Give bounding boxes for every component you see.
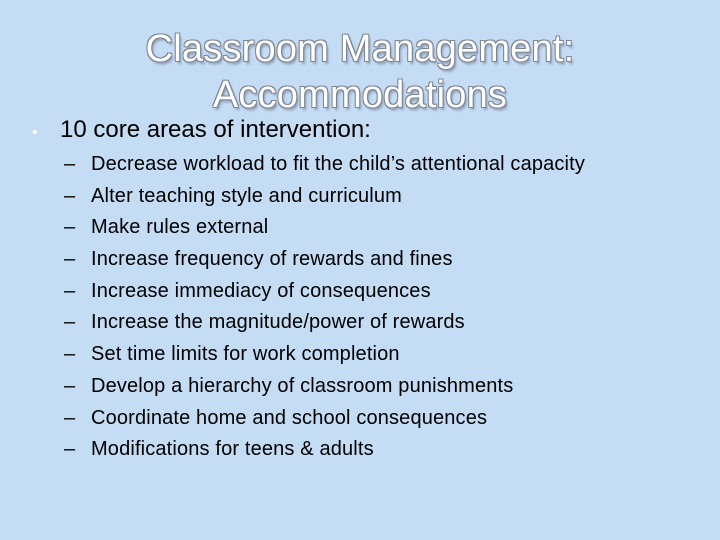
- dash-icon: –: [64, 343, 76, 366]
- list-item: [64, 185, 585, 217]
- title-line-2: Accommodations: [212, 74, 508, 116]
- dash-icon: –: [64, 184, 76, 207]
- list-item-text: Modifications for teens & adults: [91, 438, 374, 461]
- slide-title: [60, 26, 660, 118]
- list-item: [64, 311, 585, 343]
- list-item: [64, 438, 585, 470]
- dash-icon: –: [64, 406, 76, 429]
- list-item: [64, 280, 585, 312]
- list-item-text: Alter teaching style and curriculum: [91, 184, 402, 207]
- dash-icon: –: [64, 216, 76, 239]
- intervention-list: [64, 153, 585, 470]
- dash-icon: –: [64, 279, 76, 302]
- list-item: [64, 343, 585, 375]
- list-item: [64, 407, 585, 439]
- dash-icon: –: [64, 153, 76, 175]
- list-item-text: Increase immediacy of consequences: [91, 279, 431, 302]
- list-item-text: Develop a hierarchy of classroom punishments: [91, 374, 514, 397]
- dash-icon: –: [64, 374, 76, 397]
- list-item: [64, 216, 585, 248]
- main-bullet-text: 10 core areas of intervention:: [60, 116, 371, 143]
- dash-icon: –: [64, 438, 76, 461]
- dash-icon: –: [64, 311, 76, 334]
- list-item: [64, 375, 585, 407]
- list-item-text: Increase frequency of rewards and fines: [91, 248, 453, 271]
- list-item: [64, 248, 585, 280]
- list-item-text: Coordinate home and school consequences: [91, 406, 488, 429]
- title-line-1: Classroom Management:: [145, 28, 575, 70]
- dash-icon: –: [64, 248, 76, 271]
- list-item-text: Set time limits for work completion: [91, 343, 400, 366]
- list-item-text: Decrease workload to fit the child’s attentional capacity: [91, 153, 585, 175]
- list-item-text: Increase the magnitude/power of rewards: [91, 311, 465, 334]
- main-bullet: [32, 116, 371, 144]
- bullet-icon: •: [32, 124, 38, 141]
- list-item-text: Make rules external: [91, 216, 269, 239]
- list-item: [64, 153, 585, 185]
